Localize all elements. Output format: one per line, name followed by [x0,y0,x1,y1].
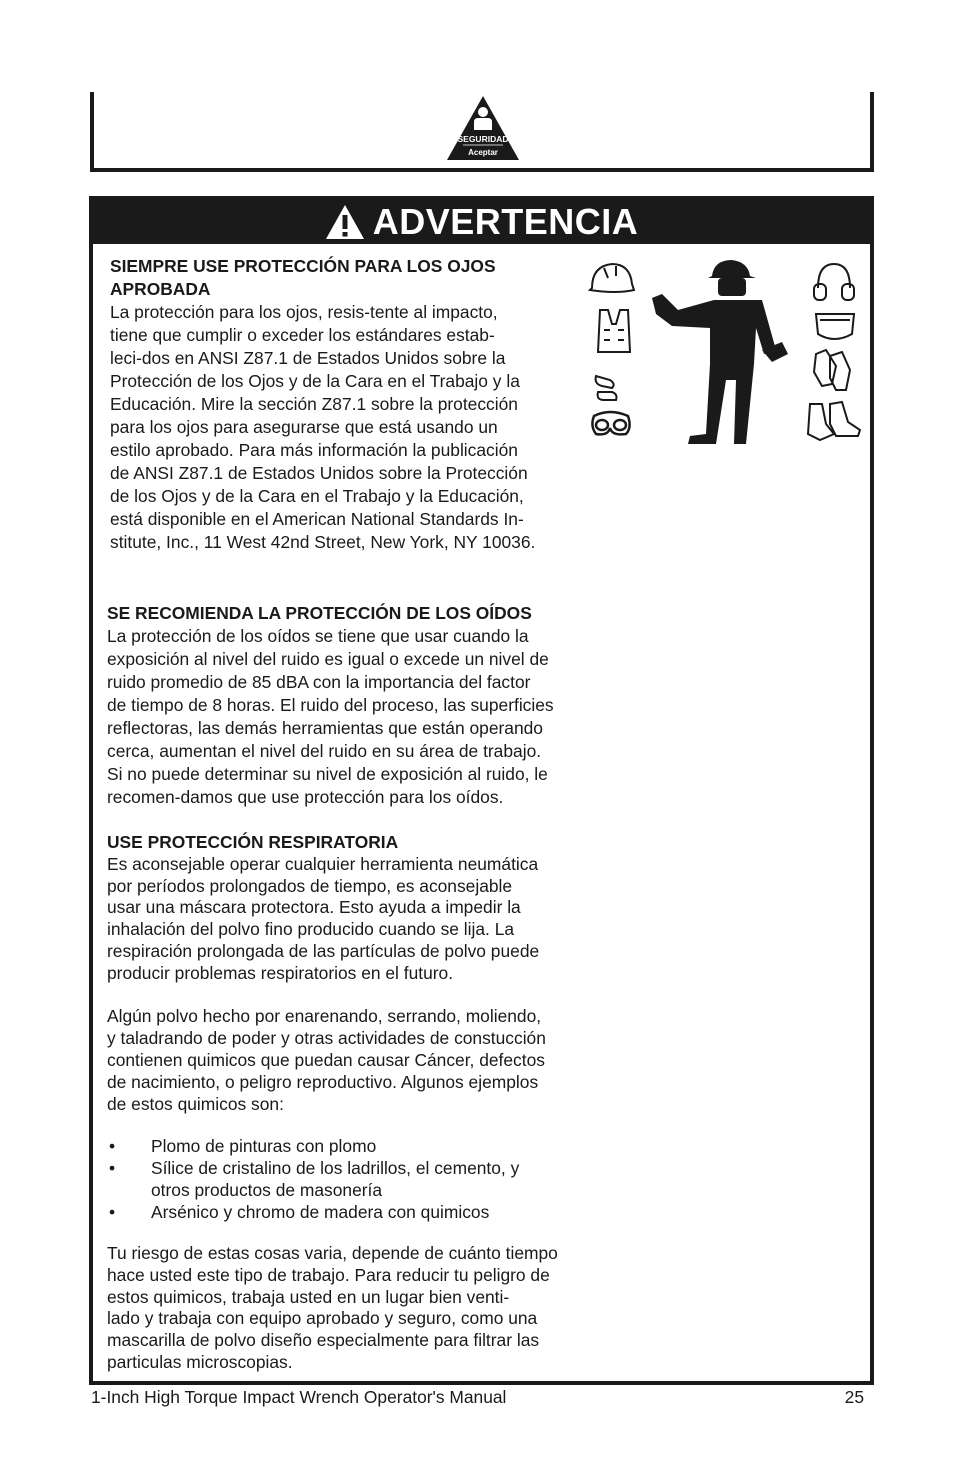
ear-muffs-icon [814,264,854,300]
worker-figure-icon [652,260,788,444]
bullet-dot: • [109,1136,116,1156]
header-box [90,92,874,172]
eye-protection-section [110,255,590,554]
safety-boots-icon [808,402,860,440]
hard-hat-icon [590,264,634,292]
ear-protection-section [107,602,617,809]
eye-protection-body: La protección para los ojos, resis-tente al impacto, tiene que cumplir o exceder los estándares estab- leci-dos en ANSI Z87.1 de Estados Unidos sobre la Protección de los Ojos y de la Cara en el Trabajo y la Educación. Mire la sección Z87.1 sobre la protección para los ojos para asegurarse que está usando un estilo aprobado. Para más información la publicación de ANSI Z87.1 de Estados Unidos sobre la Protección de los Ojos y de la Cara en el Trabajo y la Educación, está disponible en el American National Standards In- stitute, Inc., 11 West 42nd Street, New York, NY 10036. [110,302,536,552]
ear-protection-body: La protección de los oídos se tiene que usar cuando la exposición al nivel del ruido es igual o excede un nivel de ruido promedio de 85 dBA con la importancia del factor de tiempo de 8 horas. El ruido del proceso, las superficies reflectoras, las demás herramientas que están operando cerca, aumentan el nivel del ruido en su área de trabajo. Si no puede determinar su nivel de exposición al ruido, le recomen-damos que use protección para los oídos. [107,626,554,807]
risk-body: Tu riesgo de estas cosas varia, depende de cuánto tiempo hace usted este tipo de trabajo. Para reducir tu peligro de estos quimicos, trabaja usted en un lugar bien venti- lado y trabaja con equipo aprobado y seguro, como una mascarilla de polvo diseño especialmente para filtrar las particulas microscopias. [107,1243,558,1372]
safety-vest-icon [598,310,630,352]
face-shield-icon [816,314,854,339]
list-item [107,1157,607,1201]
list-item [107,1135,607,1157]
badge-line1: SEGURIDAD [457,134,509,144]
safety-person-icon [445,94,521,162]
list-item-text: Plomo de pinturas con plomo [151,1136,377,1156]
chemicals-list [107,1135,607,1223]
dust-body: Algún polvo hecho por enarenando, serrando, moliendo, y taladrando de poder y otras actividades de constucción contienen quimicos que puedan causar Cáncer, defectos de nacimiento, o peligro reproductivo. Algunos ejemplos de estos quimicos son: [107,1006,546,1114]
dust-paragraph [107,1005,617,1115]
ear-protection-heading: SE RECOMIENDA LA PROTECCIÓN DE LOS OÍDOS [107,603,532,623]
safety-goggles-icon [592,412,629,434]
footer-page-number: 25 [844,1387,864,1407]
bullet-dot: • [109,1158,116,1178]
warning-triangle-icon [325,204,365,240]
ppe-illustration [586,254,866,454]
respiratory-body: Es aconsejable operar cualquier herramienta neumática por períodos prolongados de tiempo, es aconsejable usar una máscara protectora. Esto ayuda a impedir la inhalación del polvo fino producido cuando se lija. La respiración prolongada de las partículas de polvo puede producir problemas respiratorios en el futuro. [107,853,540,983]
gloves-icon [814,350,850,390]
respiratory-heading: USE PROTECCIÓN RESPIRATORIA [107,832,399,852]
risk-paragraph [107,1243,627,1374]
warning-title: ADVERTENCIA [372,201,639,242]
list-item [107,1201,607,1223]
badge-line2: Aceptar [468,148,498,157]
footer-manual-title: 1-Inch High Torque Impact Wrench Operator's Manual [91,1387,507,1407]
earplugs-icon [596,376,617,400]
respiratory-section [107,832,617,985]
bullet-dot: • [109,1202,116,1222]
warning-header [93,200,870,244]
list-item-text: Arsénico y chromo de madera con quimicos [151,1202,490,1222]
eye-protection-heading: SIEMPRE USE PROTECCIÓN PARA LOS OJOS APROBADA [110,256,496,299]
list-item-text: Sílice de cristalino de los ladrillos, el cemento, y otros productos de masonería [151,1158,520,1200]
